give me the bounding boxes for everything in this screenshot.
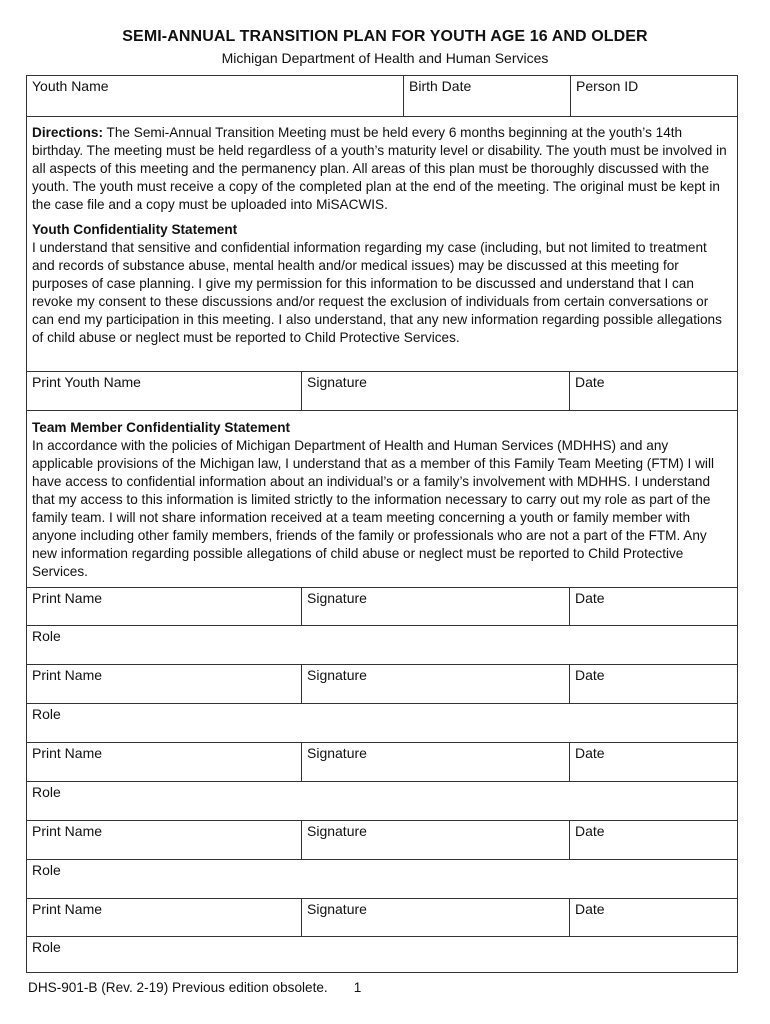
team-confidentiality-heading: Team Member Confidentiality Statement bbox=[32, 420, 291, 435]
signature-label: Signature bbox=[307, 901, 367, 917]
role-label: Role bbox=[32, 628, 61, 644]
signature-label: Signature bbox=[307, 667, 367, 683]
team-member-row bbox=[27, 743, 737, 782]
role-field[interactable] bbox=[27, 860, 737, 898]
role-row bbox=[27, 782, 737, 821]
youth-signature-row bbox=[27, 371, 737, 411]
role-field[interactable] bbox=[27, 782, 737, 820]
page-title: SEMI-ANNUAL TRANSITION PLAN FOR YOUTH AGE 16 AND OLDER bbox=[122, 28, 648, 45]
directions-label: Directions: bbox=[32, 125, 104, 140]
role-field[interactable] bbox=[27, 704, 737, 742]
date-label: Date bbox=[575, 667, 605, 683]
youth-name-field[interactable] bbox=[27, 76, 403, 116]
youth-info-row bbox=[27, 76, 737, 117]
date-label: Date bbox=[575, 823, 605, 839]
signature-field[interactable] bbox=[301, 743, 569, 781]
role-label: Role bbox=[32, 784, 61, 800]
team-confidentiality-block bbox=[27, 419, 737, 581]
role-field[interactable] bbox=[27, 937, 737, 972]
date-field[interactable] bbox=[569, 665, 737, 703]
team-member-row bbox=[27, 821, 737, 860]
youth-confidentiality-block bbox=[27, 221, 737, 347]
signature-field[interactable] bbox=[301, 588, 569, 625]
team-member-row bbox=[27, 665, 737, 704]
role-row bbox=[27, 626, 737, 665]
print-name-field[interactable] bbox=[27, 899, 301, 936]
youth-signature-field[interactable] bbox=[301, 372, 569, 410]
youth-confidentiality-text: I understand that sensitive and confidential information regarding my case (including, but not limited to treatment and records of substance abuse, mental health and/or medical issues) may be discussed at this meeting for purposes of case planning. I give my permission for this information to be discussed and understand that I can revoke my consent to these discussions and/or request the exclusion of individuals from certain conversations or can end my participation in this meeting. I also understand, that any new information regarding possible allegations of child abuse or neglect must be reported to Child Protective Services. bbox=[32, 240, 722, 345]
form-id: DHS-901-B (Rev. 2-19) Previous edition obsolete. bbox=[28, 980, 328, 995]
print-name-field[interactable] bbox=[27, 665, 301, 703]
birth-date-field[interactable] bbox=[403, 76, 570, 116]
signature-field[interactable] bbox=[301, 821, 569, 859]
date-label: Date bbox=[575, 901, 605, 917]
print-name-field[interactable] bbox=[27, 588, 301, 625]
print-name-label: Print Name bbox=[32, 667, 103, 683]
signature-field[interactable] bbox=[301, 899, 569, 936]
date-label: Date bbox=[575, 745, 605, 761]
page-number: 1 bbox=[353, 980, 362, 995]
youth-confidentiality-heading: Youth Confidentiality Statement bbox=[32, 222, 238, 237]
print-name-label: Print Name bbox=[32, 590, 103, 606]
date-label: Date bbox=[575, 590, 605, 606]
date-field[interactable] bbox=[569, 588, 737, 625]
signature-label: Signature bbox=[307, 823, 367, 839]
date-field[interactable] bbox=[569, 821, 737, 859]
role-row bbox=[27, 704, 737, 743]
directions-text: The Semi-Annual Transition Meeting must be held every 6 months beginning at the youth’s 14th birthday. The meeting must be held regardless of a youth’s maturity level or disability. The youth must be involved in all aspects of this meeting and the permanency plan. All areas of this plan must be thoroughly discussed with the youth. The youth must receive a copy of the completed plan at the end of the meeting. The original must be kept in the case file and a copy must be uploaded into MiSACWIS. bbox=[32, 125, 727, 212]
role-row bbox=[27, 860, 737, 899]
role-label: Role bbox=[32, 862, 61, 878]
print-youth-name-label: Print Youth Name bbox=[32, 374, 141, 390]
role-label: Role bbox=[32, 939, 61, 955]
team-member-row bbox=[27, 899, 737, 937]
team-confidentiality-text: In accordance with the policies of Michigan Department of Health and Human Services (MDHHS) and any applicable provisions of the Michigan law, I understand that as a member of this Family Team Meeting (FTM) I will have access to confidential information about an individual’s or a family’s involvement with MDHHS. I understand that my access to this information is limited strictly to the information necessary to carry out my role as part of the family team. I will not share information received at a team meeting concerning a youth or family member with anyone including other family members, friends of the family or professionals who are not a part of the FTM. Any new information regarding possible allegations of child abuse or neglect must be reported to Child Protective Services. bbox=[32, 438, 714, 579]
print-name-label: Print Name bbox=[32, 901, 103, 917]
signature-field[interactable] bbox=[301, 665, 569, 703]
birth-date-label: Birth Date bbox=[409, 78, 472, 94]
youth-date-field[interactable] bbox=[569, 372, 737, 410]
page-footer bbox=[28, 980, 361, 995]
date-field[interactable] bbox=[569, 899, 737, 936]
role-row bbox=[27, 937, 737, 972]
youth-name-label: Youth Name bbox=[32, 78, 109, 94]
directions-block bbox=[27, 124, 737, 214]
print-name-label: Print Name bbox=[32, 745, 103, 761]
role-field[interactable] bbox=[27, 626, 737, 664]
signature-label: Signature bbox=[307, 590, 367, 606]
print-youth-name-field[interactable] bbox=[27, 372, 301, 410]
team-member-row bbox=[27, 587, 737, 626]
person-id-label: Person ID bbox=[576, 78, 639, 94]
youth-signature-label: Signature bbox=[307, 374, 367, 390]
print-name-field[interactable] bbox=[27, 743, 301, 781]
signature-label: Signature bbox=[307, 745, 367, 761]
date-field[interactable] bbox=[569, 743, 737, 781]
person-id-field[interactable] bbox=[570, 76, 737, 116]
youth-date-label: Date bbox=[575, 374, 605, 390]
role-label: Role bbox=[32, 706, 61, 722]
print-name-label: Print Name bbox=[32, 823, 103, 839]
transition-plan-form bbox=[26, 75, 738, 973]
page-subtitle: Michigan Department of Health and Human Services bbox=[221, 50, 549, 66]
print-name-field[interactable] bbox=[27, 821, 301, 859]
